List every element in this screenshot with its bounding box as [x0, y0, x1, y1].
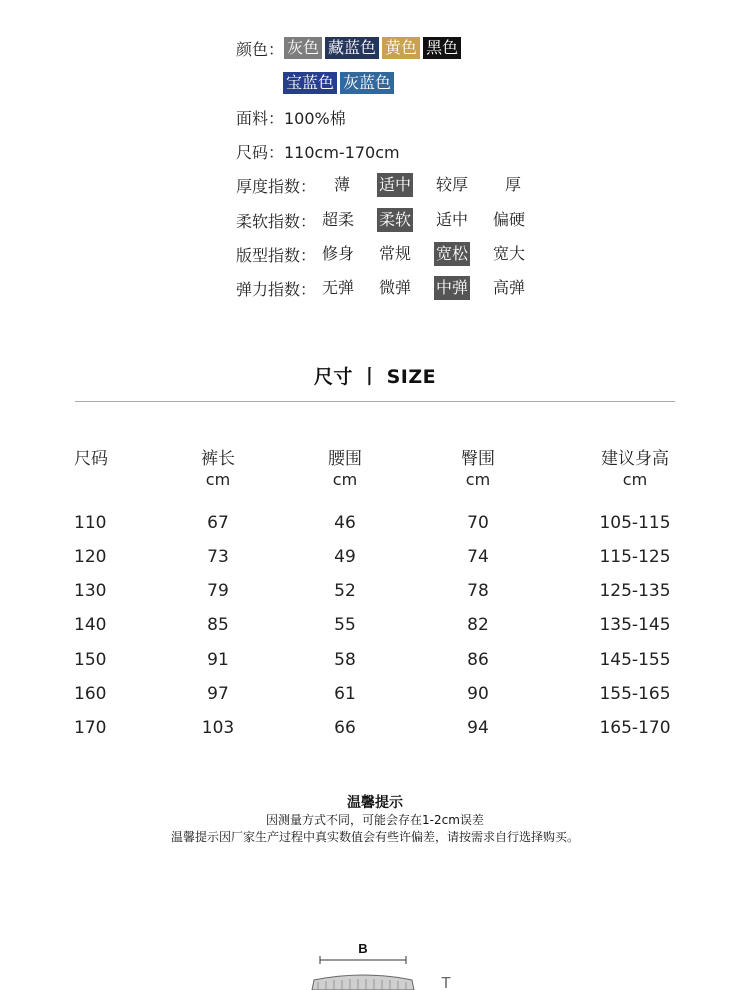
table-cell: 105-115	[599, 513, 671, 533]
dimension-label-t: T	[441, 975, 451, 990]
color-row	[236, 36, 464, 60]
index-option-selected: 宽松	[434, 242, 470, 266]
table-cell: 46	[334, 513, 356, 533]
index-option: 常规	[379, 244, 412, 263]
index-option: 宽大	[493, 244, 526, 263]
fabric-info	[236, 105, 346, 129]
table-cell: 103	[201, 718, 235, 738]
table-cell: 67	[207, 513, 229, 533]
table-cell: 82	[467, 615, 489, 635]
table-cell: 73	[207, 547, 229, 567]
table-cell: 170	[74, 718, 107, 738]
table-cell: 94	[467, 718, 489, 738]
table-cell: 160	[74, 684, 107, 704]
index-label: 厚度指数：	[236, 176, 317, 196]
table-cell: 49	[334, 547, 356, 567]
table-cell: 165-170	[599, 718, 671, 738]
table-cell: 145-155	[599, 650, 671, 670]
color-chip-yellow[interactable]: 黄色	[382, 37, 420, 59]
table-cell: 110	[74, 513, 107, 533]
index-option-selected: 柔软	[377, 208, 413, 232]
index-option: 偏硬	[493, 210, 526, 229]
waistband-shape	[312, 975, 414, 990]
fabric-text: 面料：100%棉	[236, 108, 346, 128]
color-row-2	[283, 71, 397, 95]
index-option: 适中	[436, 210, 469, 229]
header-waist: 腰围	[328, 449, 362, 469]
index-option-selected: 中弹	[434, 276, 470, 300]
index-label: 版型指数：	[236, 245, 317, 265]
index-elasticity	[236, 276, 556, 300]
index-thickness	[236, 173, 556, 197]
table-cell: 79	[207, 581, 229, 601]
table-cell: 86	[467, 650, 489, 670]
table-cell: 74	[467, 547, 489, 567]
color-label: 颜色：	[236, 39, 285, 59]
color-chip-royal-blue[interactable]: 宝蓝色	[283, 72, 337, 94]
table-cell: 78	[467, 581, 489, 601]
tips-line-2: 温馨提示因厂家生产过程中真实数值会有些许偏差，请按需求自行选择购买。	[170, 830, 579, 844]
unit-label: cm	[332, 470, 358, 489]
tips-line-1: 因测量方式不同，可能会存在1-2cm误差	[266, 813, 484, 827]
index-label: 弹力指数：	[236, 279, 317, 299]
table-cell: 125-135	[599, 581, 671, 601]
color-chip-navy[interactable]: 藏蓝色	[325, 37, 379, 59]
index-softness	[236, 208, 556, 232]
color-chip-grey-blue[interactable]: 灰蓝色	[340, 72, 394, 94]
unit-label: cm	[622, 470, 648, 489]
measurement-diagram	[300, 936, 470, 990]
table-cell: 55	[334, 615, 356, 635]
color-chip-black[interactable]: 黑色	[423, 37, 461, 59]
table-cell: 140	[74, 615, 107, 635]
index-option: 薄	[334, 175, 351, 194]
unit-label: cm	[465, 470, 491, 489]
index-label: 柔软指数：	[236, 211, 317, 231]
divider	[75, 401, 675, 402]
index-option: 超柔	[322, 210, 355, 229]
table-cell: 61	[334, 684, 356, 704]
dimension-label-b: B	[358, 941, 368, 956]
header-length: 裤长	[201, 449, 235, 469]
index-option-selected: 适中	[377, 173, 413, 197]
table-cell: 90	[467, 684, 489, 704]
header-size: 尺码	[74, 449, 108, 469]
size-range-info	[236, 139, 400, 163]
index-option: 高弹	[493, 278, 526, 297]
table-cell: 91	[207, 650, 229, 670]
unit-label: cm	[205, 470, 231, 489]
index-fit	[236, 242, 556, 266]
table-cell: 150	[74, 650, 107, 670]
size-section-title: 尺寸 丨 SIZE	[313, 366, 437, 388]
size-range-text: 尺码：110cm-170cm	[236, 142, 400, 162]
index-option: 微弹	[379, 278, 412, 297]
table-cell: 70	[467, 513, 489, 533]
color-chip-grey[interactable]: 灰色	[284, 37, 322, 59]
index-option: 较厚	[436, 175, 469, 194]
table-cell: 155-165	[599, 684, 671, 704]
table-cell: 130	[74, 581, 107, 601]
table-cell: 135-145	[599, 615, 671, 635]
table-cell: 66	[334, 718, 356, 738]
header-hip: 臀围	[461, 449, 495, 469]
tips-title: 温馨提示	[347, 795, 403, 811]
index-option: 无弹	[322, 278, 355, 297]
table-cell: 85	[207, 615, 229, 635]
table-cell: 58	[334, 650, 356, 670]
header-height: 建议身高	[601, 449, 669, 469]
table-cell: 115-125	[599, 547, 671, 567]
index-option: 厚	[505, 175, 522, 194]
table-cell: 120	[74, 547, 107, 567]
table-cell: 97	[207, 684, 229, 704]
table-cell: 52	[334, 581, 356, 601]
index-option: 修身	[322, 244, 355, 263]
